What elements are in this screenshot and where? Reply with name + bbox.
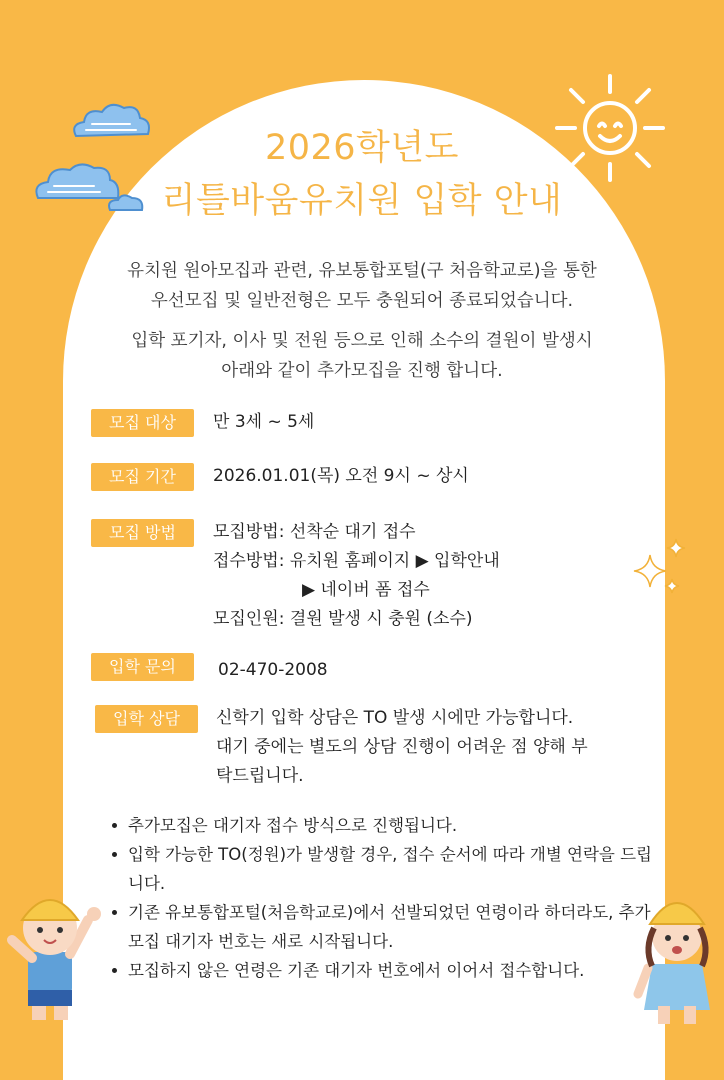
note-item: 입학 가능한 TO(정원)가 발생할 경우, 접수 순서에 따라 개별 연락을 드립니다. [112,840,652,898]
page-title: 리틀바움유치원 입학 안내 [161,181,563,221]
note-item: 모집하지 않은 연령은 기존 대기자 번호에서 이어서 접수합니다. [112,956,652,985]
method-line: 접수방법: 유치원 홈페이지 ▶ 입학안내 [213,551,500,571]
title-year: 2026학년도 [264,128,459,168]
consult-line: 신학기 입학 상담은 TO 발생 시에만 가능합니다. [216,708,574,728]
intro-line: 우선모집 및 일반전형은 모두 충원되어 종료되었습니다. [150,291,574,311]
method-line: 모집인원: 결원 발생 시 충원 (소수) [213,609,473,629]
period-label: 모집 기간 [91,463,194,491]
note-item: 추가모집은 대기자 접수 방식으로 진행됩니다. [112,811,652,840]
method-line: ▶ 네이버 폼 접수 [302,580,430,600]
child-illustration [0,868,110,1024]
note-item: 기존 유보통합포털(처음학교로)에서 선발되었던 연령이라 하더라도, 추가모집 대기자 번호는 새로 시작됩니다. [112,898,652,956]
consult-line: 탁드립니다. [216,766,304,786]
period-value: 2026.01.01(목) 오전 9시 ~ 상시 [213,466,469,486]
consult-label: 입학 상담 [95,705,198,733]
intro-line: 유치원 원아모집과 관련, 유보통합포털(구 처음학교로)을 통한 [127,261,597,281]
target-label: 모집 대상 [91,409,194,437]
inquiry-label: 입학 문의 [91,653,194,681]
intro-line: 아래와 같이 추가모집을 진행 합니다. [221,361,503,381]
method-label: 모집 방법 [91,519,194,547]
method-line: 모집방법: 선착순 대기 접수 [213,522,416,542]
sparkle-icon [630,535,695,605]
target-value: 만 3세 ~ 5세 [213,412,315,432]
child-illustration [630,878,724,1024]
intro-line: 입학 포기자, 이사 및 전원 등으로 인해 소수의 결원이 발생시 [131,331,593,351]
consult-line: 대기 중에는 별도의 상담 진행이 어려운 점 양해 부 [216,737,588,757]
notes-list [112,811,652,985]
inquiry-phone: 02-470-2008 [218,660,328,680]
